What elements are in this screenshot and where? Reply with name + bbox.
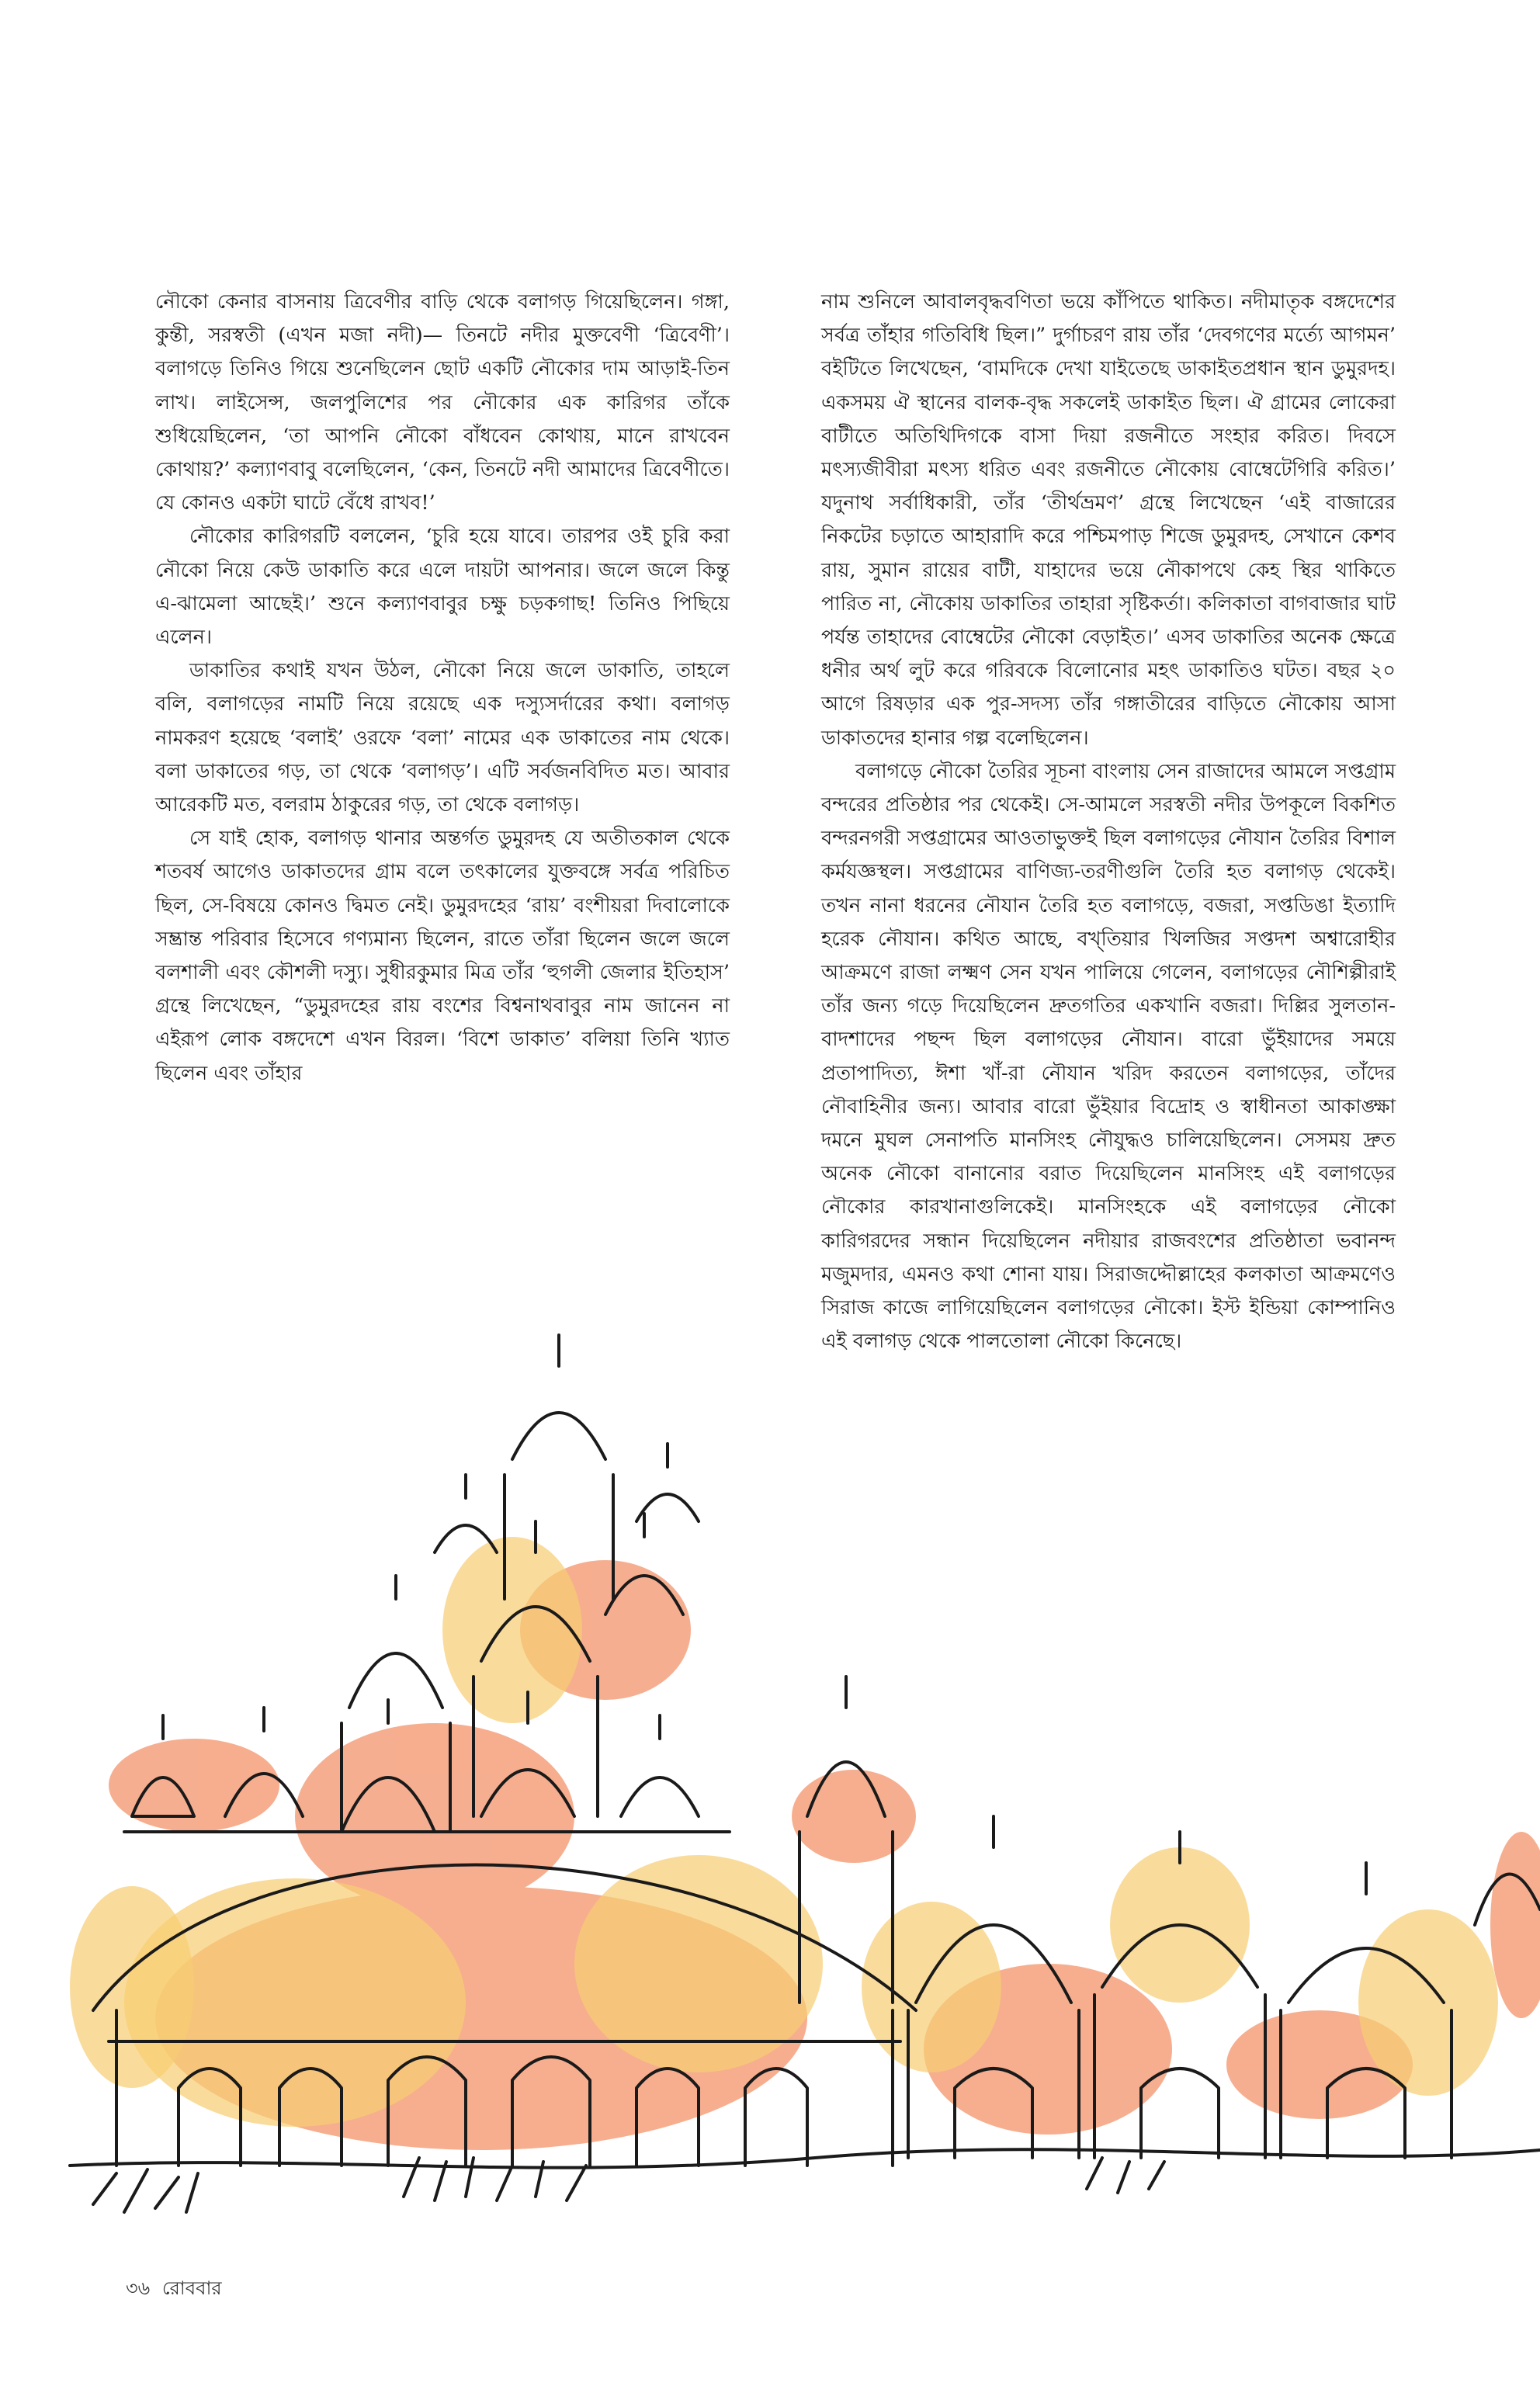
article-paragraph: নাম শুনিলে আবালবৃদ্ধবণিতা ভয়ে কাঁপিতে থাকিত। নদীমাতৃক বঙ্গদেশের সর্বত্র তাঁহার গতিবিধি ছিল।” দুর্গাচরণ রায় তাঁর ‘দেবগণের মর্ত্যে আগমন’ বইটিতে লিখেছেন, ‘বামদিকে দেখা যাইতেছে ডাকাইতপ্রধান স্থান ডুমুরদহ। একসময় ঐ স্থানের বালক-বৃদ্ধ সকলেই ডাকাইত ছিল। ঐ গ্রামের লোকেরা বাটীতে অতিথিদিগকে বাসা দিয়া রজনীতে সংহার করিত। দিবসে মৎস্যজীবীরা মৎস্য ধরিত এবং রজনীতে নৌকোয় বোম্বেটেগিরি করিত।’ যদুনাথ সর্বাধিকারী, তাঁর ‘তীর্থভ্রমণ’ গ্রন্থে লিখেছেন ‘এই বাজারের নিকটের চড়াতে আহারাদি করে পশ্চিমপাড় শিজে ডুমুরদহ, সেখানে কেশব রায়, সুমান রায়ের বাটী, যাহাদের ভয়ে নৌকাপথে কেহ স্থির থাকিতে পারিত না, নৌকোয় ডাকাতির তাহারা সৃষ্টিকর্তা। কলিকাতা বাগবাজার ঘাট পর্যন্ত তাহাদের বোম্বেটের নৌকো বেড়াইত।’ এসব ডাকাতির অনেক ক্ষেত্রে ধনীর অর্থ লুট করে গরিবকে বিলোনোর মহৎ ডাকাতিও ঘটত। বছর ২০ আগে রিষড়ার এক পুর-সদস্য তাঁর গঙ্গাতীরের বাড়িতে নৌকোয় আসা ডাকাতদের হানার গল্প বলেছিলেন। [821, 290, 1396, 750]
article-right-column [821, 286, 1396, 1359]
article-left-column [155, 286, 730, 1091]
article-paragraph: ডাকাতির কথাই যখন উঠল, নৌকো নিয়ে জলে ডাকাতি, তাহলে বলি, বলাগড়ের নামটি নিয়ে রয়েছে এক দস্যুসর্দারের কথা। বলাগড় নামকরণ হয়েছে ‘বলাই’ ওরফে ‘বলা’ নামের এক ডাকাতের নাম থেকে। বলা ডাকাতের গড়, তা থেকে ‘বলাগড়’। এটি সর্বজনবিদিত মত। আবার আরেকটি মত, বলরাম ঠাকুরের গড়, তা থেকে বলাগড়। [155, 659, 730, 817]
page-number: ৩৬ [126, 2277, 151, 2299]
article-paragraph: নৌকো কেনার বাসনায় ত্রিবেণীর বাড়ি থেকে বলাগড় গিয়েছিলেন। গঙ্গা, কুন্তী, সরস্বতী (এখন মজা নদী)— তিনটে নদীর মুক্তবেণী ‘ত্রিবেণী’। বলাগড়ে তিনিও গিয়ে শুনেছিলেন ছোট একটি নৌকোর দাম আড়াই-তিন লাখ। লাইসেন্স, জলপুলিশের পর নৌকোর এক কারিগর তাঁকে শুধিয়েছিলেন, ‘তা আপনি নৌকো বাঁধবেন কোথায়, মানে রাখবেন কোথায়?’ কল্যাণবাবু বলেছিলেন, ‘কেন, তিনটে নদী আমাদের ত্রিবেণীতে। যে কোনও একটা ঘাটে বেঁধে রাখব!’ [155, 290, 730, 515]
article-paragraph: নৌকোর কারিগরটি বললেন, ‘চুরি হয়ে যাবে। তারপর ওই চুরি করা নৌকো নিয়ে কেউ ডাকাতি করে এলে দায়টা আপনার। জলে জলে কিন্তু এ-ঝামেলা আছেই।’ শুনে কল্যাণবাবুর চক্ষু চড়কগাছ! তিনিও পিছিয়ে এলেন। [155, 525, 730, 650]
magazine-name: রোববার [161, 2277, 222, 2299]
color-wash [70, 1537, 1540, 2150]
article-paragraph: বলাগড়ে নৌকো তৈরির সূচনা বাংলায় সেন রাজাদের আমলে সপ্তগ্রাম বন্দরের প্রতিষ্ঠার পর থেকেই। সে-আমলে সরস্বতী নদীর উপকূলে বিকশিত বন্দরনগরী সপ্তগ্রামের আওতাভুক্তই ছিল বলাগড়ের নৌযান তৈরির বিশাল কর্মযজ্ঞস্থল। সপ্তগ্রামের বাণিজ্য-তরণীগুলি তৈরি হত বলাগড় থেকেই। তখন নানা ধরনের নৌযান তৈরি হত বলাগড়ে, বজরা, সপ্তডিঙা ইত্যাদি হরেক নৌযান। কথিত আছে, বখ্‌তিয়ার খিলজির সপ্তদশ অশ্বারোহীর আক্রমণে রাজা লক্ষ্মণ সেন যখন পালিয়ে গেলেন, বলাগড়ের নৌশিল্পীরাই তাঁর জন্য গড়ে দিয়েছিলেন দ্রুতগতির একখানি বজরা। দিল্লির সুলতান-বাদশাদের পছন্দ ছিল বলাগড়ের নৌযান। বারো ভুঁইয়াদের সময়ে প্রতাপাদিত্য, ঈশা খাঁ-রা নৌযান খরিদ করতেন বলাগড়ের, তাঁদের নৌবাহিনীর জন্য। আবার বারো ভুঁইয়ার বিদ্রোহ ও স্বাধীনতা আকাঙ্ক্ষা দমনে মুঘল সেনাপতি মানসিংহ নৌযুদ্ধও চালিয়েছিলেন। সেসময় দ্রুত অনেক নৌকো বানানোর বরাত দিয়েছিলেন মানসিংহ এই বলাগড়ের নৌকোর কারখানাগুলিকেই। মানসিংহকে এই বলাগড়ের নৌকো কারিগরদের সন্ধান দিয়েছিলেন নদীয়ার রাজবংশের প্রতিষ্ঠাতা ভবানন্দ মজুমদার, এমনও কথা শোনা যায়। সিরাজদ্দৌল্লাহের কলকাতা আক্রমণেও সিরাজ কাজে লাগিয়েছিলেন বলাগড়ের নৌকো। ইস্ট ইন্ডিয়া কোম্পানিও এই বলাগড় থেকে পালতোলা নৌকো কিনেছে। [821, 759, 1396, 1354]
article-paragraph: সে যাই হোক, বলাগড় থানার অন্তর্গত ডুমুরদহ যে অতীতকাল থেকে শতবর্ষ আগেও ডাকাতদের গ্রাম বলে তৎকালের যুক্তবঙ্গে সর্বত্র পরিচিত ছিল, সে-বিষয়ে কোনও দ্বিমত নেই। ডুমুরদহের ‘রায়’ বংশীয়রা দিবালোকে সম্ভ্রান্ত পরিবার হিসেবে গণ্যমান্য ছিলেন, রাতে তাঁরা ছিলেন জলে জলে বলশালী এবং কৌশলী দস্যু। সুধীরকুমার মিত্র তাঁর ‘হুগলী জেলার ইতিহাস’ গ্রন্থে লিখেছেন, “ডুমুরদহের রায় বংশের বিশ্বনাথবাবুর নাম জানেন না এইরূপ লোক বঙ্গদেশে এখন বিরল। ‘বিশে ডাকাত’ বলিয়া তিনি খ্যাত ছিলেন এবং তাঁহার [155, 827, 730, 1085]
temple-illustration [0, 1226, 1540, 2313]
page-footer [126, 2274, 228, 2305]
